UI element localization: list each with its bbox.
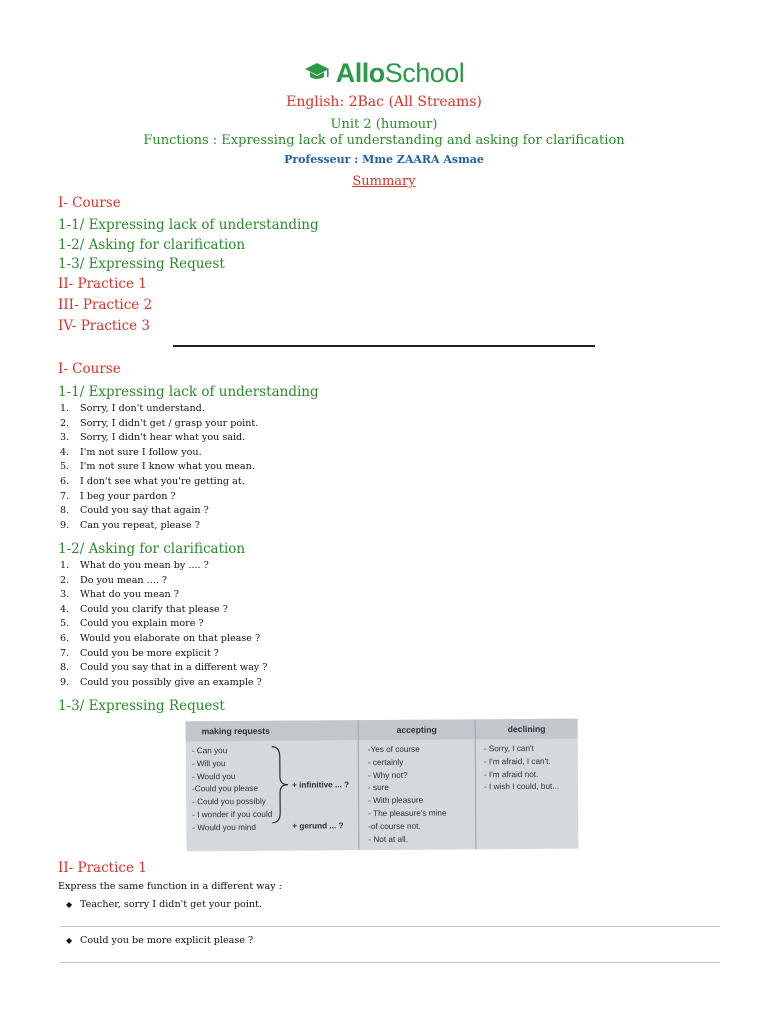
practice-1-item: ◆ Teacher, sorry I didn't get your point. (66, 899, 262, 910)
request-heading: 1-3/ Expressing Request (58, 698, 225, 714)
graduation-cap-icon (304, 62, 330, 86)
summary-item-practice-2[interactable]: III- Practice 2 (58, 297, 153, 313)
request-table-image (186, 719, 579, 852)
list-item: 5. Could you explain more ? (60, 618, 204, 630)
course-heading: I- Course (58, 361, 121, 377)
list-item: 9. Could you possibly give an example ? (60, 676, 262, 688)
alloschool-logo (0, 58, 768, 89)
header-declining: declining (476, 719, 578, 740)
teacher-name: Professeur : Mme ZAARA Asmae (284, 153, 484, 166)
practice-1-heading: II- Practice 1 (58, 860, 147, 876)
brace-icon (270, 745, 293, 825)
list-item: 8. Could you say that in a different way ? (60, 662, 268, 674)
list-item: 4. I'm not sure I follow you. (60, 446, 202, 458)
summary-item-clarification[interactable]: 1-2/ Asking for clarification (58, 237, 246, 253)
clarification-list (60, 559, 267, 690)
answer-line (60, 962, 720, 963)
summary-item-lack-understanding[interactable]: 1-1/ Expressing lack of understanding (58, 217, 319, 233)
header-making-requests: making requests (186, 720, 358, 741)
lack-understanding-list (60, 402, 258, 533)
list-item: 2. Do you mean .... ? (60, 574, 168, 586)
infinitive-label: + infinitive ... ? (291, 780, 350, 790)
section-divider (173, 345, 595, 347)
logo-word-allo: Allo (335, 58, 385, 88)
summary-item-course[interactable]: I- Course (58, 195, 121, 211)
practice-1-item: ◆ Could you be more explicit please ? (66, 935, 254, 946)
practice-1-instruction: Express the same function in a different way : (58, 881, 282, 892)
list-item: 3. What do you mean ? (60, 589, 179, 601)
list-item: 1. Sorry, I don't understand. (60, 403, 205, 414)
summary-item-practice-1[interactable]: II- Practice 1 (58, 276, 147, 292)
list-item: 3. Sorry, I didn't hear what you said. (60, 432, 246, 444)
list-item: 6. I don't see what you're getting at. (60, 475, 245, 487)
accepting-column: -Yes of course - certainly - Why not? - sure - With pleasure - The pleasure's mine -of course not. - Not at all. (367, 744, 447, 844)
declining-column: - Sorry, I can't - I'm afraid, I can't. - I'm afraid not. - I wish I could, but... (483, 743, 560, 792)
logo-word-school: School (384, 58, 465, 88)
gerund-label: + gerund ... ? (292, 821, 344, 831)
functions-title: Functions : Expressing lack of understanding and asking for clarification (143, 133, 625, 148)
summary-title: Summary (352, 174, 416, 189)
logo-text (336, 58, 465, 89)
list-item: 5. I'm not sure I know what you mean. (60, 461, 255, 473)
list-item: 7. I beg your pardon ? (60, 490, 176, 502)
unit-title: Unit 2 (humour) (330, 117, 438, 132)
list-item: 4. Could you clarify that please ? (60, 603, 228, 615)
summary-item-practice-3[interactable]: IV- Practice 3 (58, 318, 151, 334)
summary-item-request[interactable]: 1-3/ Expressing Request (58, 256, 225, 272)
list-item: 7. Could you be more explicit ? (60, 647, 219, 659)
list-item: 9. Can you repeat, please ? (60, 519, 200, 531)
list-item: 1. What do you mean by .... ? (60, 560, 209, 571)
answer-line (60, 926, 720, 927)
list-item: 2. Sorry, I didn't get / grasp your point. (60, 417, 259, 429)
requests-column: - Can you - Will you - Would you -Could you please - Could you possibly - I wonder if you could - Would you mind (191, 746, 273, 833)
clarification-heading: 1-2/ Asking for clarification (58, 541, 246, 557)
list-item: 6. Would you elaborate on that please ? (60, 632, 261, 644)
subject-title: English: 2Bac (All Streams) (286, 94, 482, 110)
lack-understanding-heading: 1-1/ Expressing lack of understanding (58, 384, 319, 400)
list-item: 8. Could you say that again ? (60, 505, 209, 517)
header-accepting: accepting (359, 719, 475, 740)
